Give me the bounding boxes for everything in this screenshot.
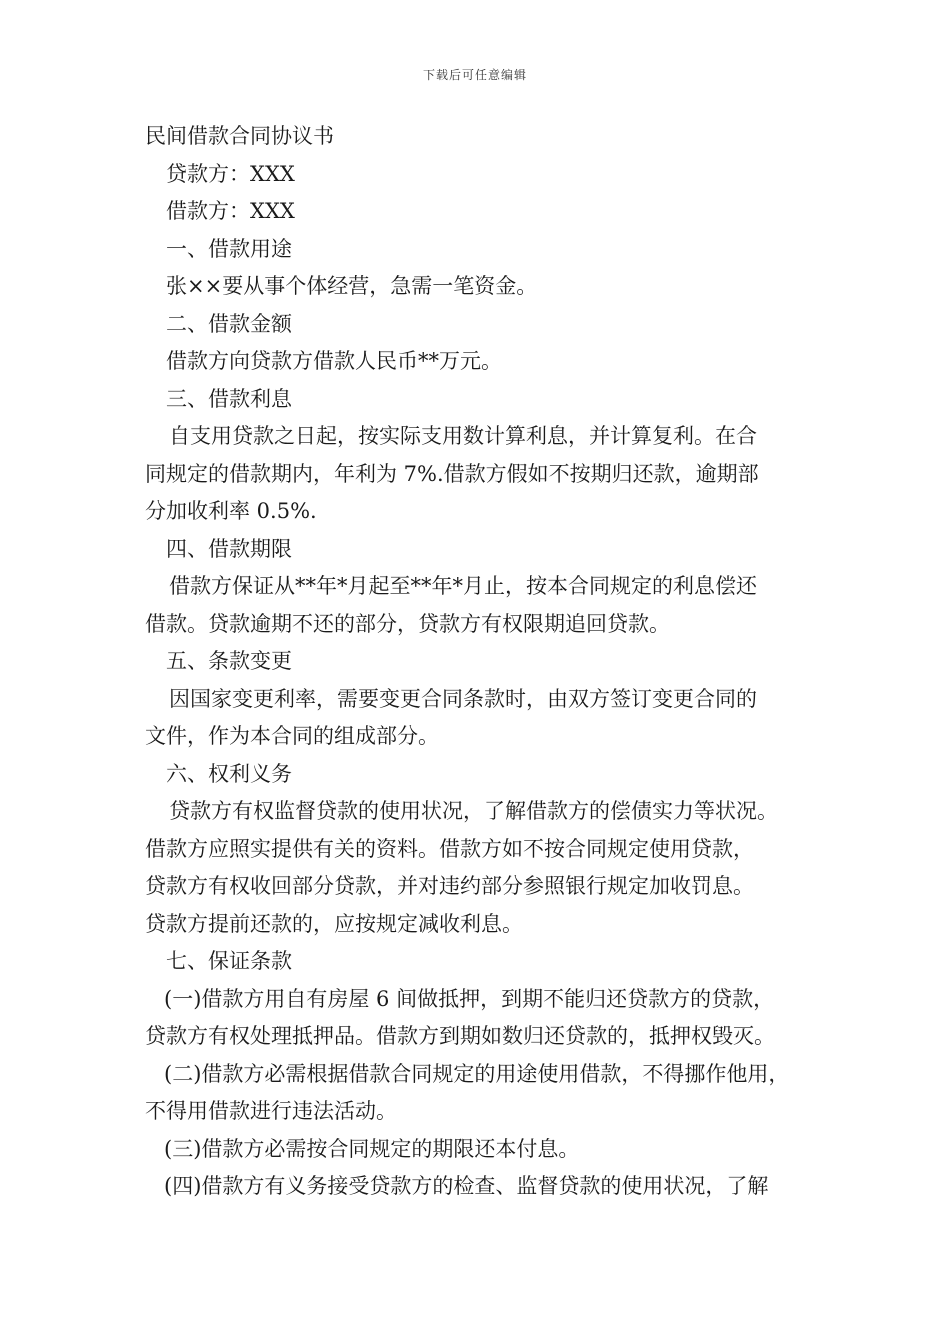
borrower-line: 借款方：XXX [166,199,295,223]
section-body-term-line: 借款方保证从**年*月起至**年*月止，按本合同规定的利息偿还 [169,574,757,598]
header-note: 下载后可任意编辑 [422,68,527,82]
document-body [145,118,825,1206]
document-title: 民间借款合同协议书 [145,124,334,148]
section-body-changes-line: 因国家变更利率，需要变更合同条款时，由双方签订变更合同的 [169,686,757,711]
section-body-guarantee-line: (三)借款方必需按合同规定的期限还本付息。 [164,1136,580,1161]
section-body-rights-line: 借款方应照实提供有关的资料。借款方如不按合同规定使用贷款， [145,836,754,861]
section-body-rights-line: 贷款方有权监督贷款的使用状况，了解借款方的偿债实力等状况。 [169,799,778,823]
section-heading-purpose: 一、借款用途 [166,236,292,261]
section-body-interest-line: 同规定的借款期内，年利为 7%.借款方假如不按期归还款，逾期部 [145,461,759,486]
section-body-guarantee-line: 贷款方有权处理抵押品。借款方到期如数归还贷款的，抵押权毁灭。 [145,1024,775,1048]
section-body-interest-line: 自支用贷款之日起，按实际支用数计算利息，并计算复利。在合 [169,424,757,448]
section-body-guarantee-line: (四)借款方有义务接受贷款方的检查、监督贷款的使用状况，了解 [164,1174,769,1198]
section-body-purpose: 张××要从事个体经营，急需一笔资金。 [166,274,538,298]
section-body-guarantee-line: (一)借款方用自有房屋 6 间做抵押，到期不能归还贷款方的贷款， [164,986,775,1011]
section-body-interest-line: 分加收利率 0.5%. [145,499,317,523]
section-body-guarantee-line: (二)借款方必需根据借款合同规定的用途使用借款，不得挪作他用， [164,1061,790,1086]
section-body-rights-line: 贷款方有权收回部分贷款，并对违约部分参照银行规定加收罚息。 [145,874,754,898]
section-body-rights-line: 贷款方提前还款的，应按规定减收利息。 [145,911,523,936]
section-body-guarantee-line: 不得用借款进行违法活动。 [145,1099,397,1123]
section-heading-amount: 二、借款金额 [166,311,292,336]
section-heading-interest: 三、借款利息 [166,386,292,411]
section-body-term-line: 借款。贷款逾期不还的部分，贷款方有权限期追回贷款。 [145,611,670,636]
section-heading-guarantee: 七、保证条款 [166,949,292,973]
lender-line: 贷款方：XXX [166,161,295,186]
section-heading-rights: 六、权利义务 [166,761,292,786]
section-body-amount: 借款方向贷款方借款人民币**万元。 [166,349,502,373]
section-heading-changes: 五、条款变更 [166,649,292,673]
section-body-changes-line: 文件，作为本合同的组成部分。 [145,724,439,748]
section-heading-term: 四、借款期限 [166,536,292,561]
